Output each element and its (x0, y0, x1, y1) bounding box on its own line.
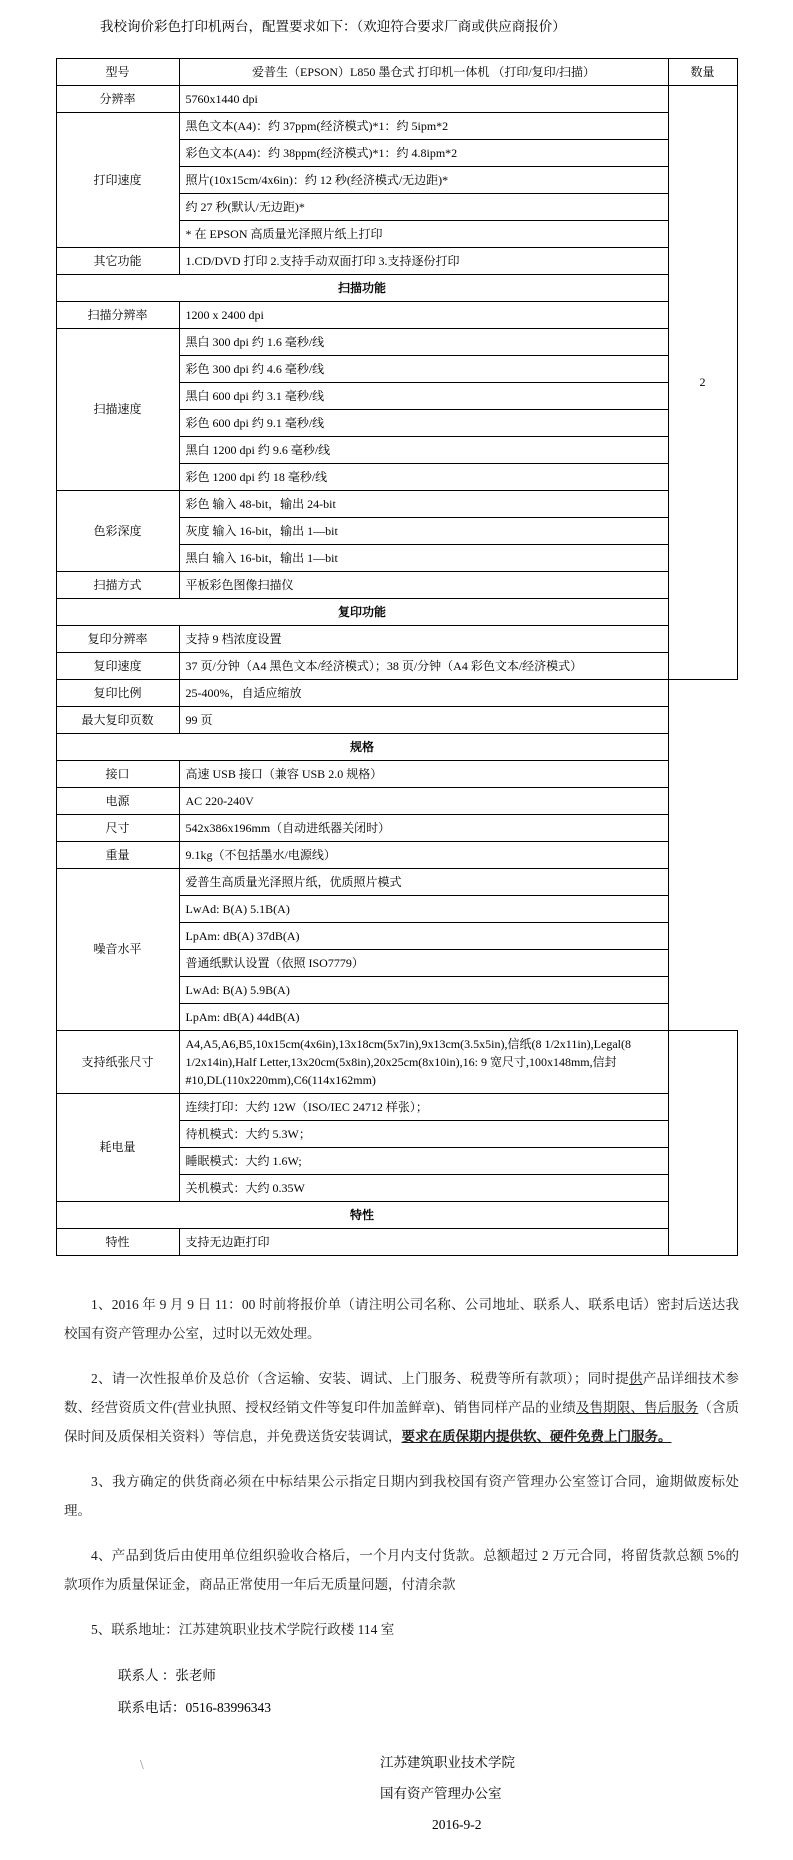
row-label: 其它功能 (56, 247, 179, 274)
signature-organization: 江苏建筑职业技术学院 (380, 1754, 515, 1770)
section-label: 规格 (56, 733, 668, 760)
row-value: 黑白 1200 dpi 约 9.6 毫秒/线 (179, 436, 668, 463)
intro-paragraph (100, 14, 733, 40)
row-value: 5760x1440 dpi (179, 85, 668, 112)
table-row (56, 1228, 737, 1255)
table-row (56, 112, 737, 139)
row-label: 复印分辨率 (56, 625, 179, 652)
row-value: 连续打印：大约 12W（ISO/IEC 24712 样张）； (179, 1093, 668, 1120)
table-header-row (56, 58, 737, 85)
row-value: AC 220-240V (179, 787, 668, 814)
row-label: 扫描方式 (56, 571, 179, 598)
spec-table-body (56, 58, 737, 1255)
row-value: 彩色 600 dpi 约 9.1 毫秒/线 (179, 409, 668, 436)
row-label: 打印速度 (56, 112, 179, 247)
row-value: 彩色文本(A4)：约 38ppm(经济模式)*1：约 4.8ipm*2 (179, 139, 668, 166)
table-row (56, 1093, 737, 1120)
table-section-row (56, 598, 737, 625)
row-value: 25-400%，自适应缩放 (179, 679, 668, 706)
row-label: 最大复印页数 (56, 706, 179, 733)
row-value: 约 27 秒(默认/无边距)* (179, 193, 668, 220)
row-value: 平板彩色图像扫描仪 (179, 571, 668, 598)
row-label: 噪音水平 (56, 868, 179, 1030)
row-label: 复印比例 (56, 679, 179, 706)
row-value: 爱普生高质量光泽照片纸，优质照片模式 (179, 868, 668, 895)
row-value: A4,A5,A6,B5,10x15cm(4x6in),13x18cm(5x7in),9x13cm(3.5x5in),信纸(8 1/2x11in),Legal(8 1/2x14in),Half Letter,13x20cm(5x8in),20x25cm(8x10in),16: 9 宽尺寸,100x148mm,信封#10,DL(110x220mm),C6(114x162mm) (179, 1030, 668, 1093)
row-label: 扫描速度 (56, 328, 179, 490)
row-value: 1.CD/DVD 打印 2.支持手动双面打印 3.支持逐份打印 (179, 247, 668, 274)
contact-block (64, 1660, 739, 1725)
qty-cell: 2 (668, 85, 737, 679)
note2-underline-2: 及售期限、售后服务 (576, 1399, 699, 1415)
row-value: 彩色 300 dpi 约 4.6 毫秒/线 (179, 355, 668, 382)
section-label: 特性 (56, 1201, 668, 1228)
row-label: 色彩深度 (56, 490, 179, 571)
note-item-3: 3、我方确定的供货商必须在中标结果公示指定日期内到我校国有资产管理办公室签订合同，逾期做废标处理。 (64, 1473, 739, 1518)
row-value: 关机模式：大约 0.35W (179, 1174, 668, 1201)
row-label: 尺寸 (56, 814, 179, 841)
row-value: LpAm: dB(A) 44dB(A) (179, 1003, 668, 1030)
note-item-5: 5、联系地址：江苏建筑职业技术学院行政楼 114 室 (91, 1621, 395, 1637)
table-row (56, 247, 737, 274)
row-value: 彩色 1200 dpi 约 18 毫秒/线 (179, 463, 668, 490)
table-section-row (56, 274, 737, 301)
row-value: 542x386x196mm（自动进纸器关闭时） (179, 814, 668, 841)
row-value: 黑白 600 dpi 约 3.1 毫秒/线 (179, 382, 668, 409)
row-value: 黑白 输入 16-bit，输出 1—bit (179, 544, 668, 571)
section-label: 扫描功能 (56, 274, 668, 301)
row-label: 分辨率 (56, 85, 179, 112)
row-label: 扫描分辨率 (56, 301, 179, 328)
note-item-1: 1、2016 年 9 月 9 日 11：00 时前将报价单（请注明公司名称、公司地址、联系人、联系电话）密封后送达我校国有资产管理办公室，过时以无效处理。 (64, 1296, 739, 1341)
table-row (56, 706, 737, 733)
spec-table-container (56, 58, 738, 1256)
specification-table (56, 58, 738, 1256)
table-row (56, 85, 737, 112)
table-row (56, 652, 737, 679)
qty-cell-empty (668, 1030, 737, 1255)
note2-part-a: 2、请一次性报单价及总价（含运输、安装、调试、上门服务、税费等所有款项）；同时提 (91, 1370, 629, 1386)
row-label: 重量 (56, 841, 179, 868)
contact-phone: 联系电话：0516-83996343 (118, 1700, 271, 1716)
note-item-2 (64, 1364, 739, 1451)
section-label: 复印功能 (56, 598, 668, 625)
row-value: 灰度 输入 16-bit，输出 1—bit (179, 517, 668, 544)
table-row (56, 868, 737, 895)
table-row (56, 328, 737, 355)
row-value: 黑白 300 dpi 约 1.6 毫秒/线 (179, 328, 668, 355)
row-value: 37 页/分钟（A4 黑色文本/经济模式）；38 页/分钟（A4 彩色文本/经济模式） (179, 652, 668, 679)
table-row (56, 625, 737, 652)
row-value: LwAd: B(A) 5.9B(A) (179, 976, 668, 1003)
row-value: LpAm: dB(A) 37dB(A) (179, 922, 668, 949)
table-row (56, 787, 737, 814)
header-qty-label: 数量 (668, 58, 737, 85)
table-row (56, 490, 737, 517)
row-value: 99 页 (179, 706, 668, 733)
row-value: 普通纸默认设置（依照 ISO7779） (179, 949, 668, 976)
row-value: 黑色文本(A4)：约 37ppm(经济模式)*1：约 5ipm*2 (179, 112, 668, 139)
table-section-row (56, 733, 737, 760)
table-row (56, 841, 737, 868)
row-label: 接口 (56, 760, 179, 787)
table-row (56, 571, 737, 598)
table-row (56, 760, 737, 787)
row-value: 睡眠模式：大约 1.6W; (179, 1147, 668, 1174)
row-value: 支持无边距打印 (179, 1228, 668, 1255)
table-row (56, 814, 737, 841)
row-value: 照片(10x15cm/4x6in)：约 12 秒(经济模式/无边距)* (179, 166, 668, 193)
row-value: 彩色 输入 48-bit，输出 24-bit (179, 490, 668, 517)
row-label: 特性 (56, 1228, 179, 1255)
row-label: 电源 (56, 787, 179, 814)
table-row (56, 301, 737, 328)
note2-underline-1: 供 (629, 1370, 643, 1386)
row-value: 支持 9 档浓度设置 (179, 625, 668, 652)
note2-part-c: （含质保时间及质保相关资料）等信息，并免费送货安装调试， (64, 1399, 739, 1444)
stray-mark: \ (140, 1756, 144, 1772)
signature-block (0, 1747, 793, 1840)
note2-part-b: 产品详细技术参数、经营资质文件(营业执照、授权经销文件等复印件加盖鲜章)、销售同样产品的业绩 (64, 1370, 740, 1415)
row-value: 高速 USB 接口（兼容 USB 2.0 规格） (179, 760, 668, 787)
table-row (56, 679, 737, 706)
row-value: LwAd: B(A) 5.1B(A) (179, 895, 668, 922)
header-model-value: 爱普生（EPSON）L850 墨仓式 打印机一体机 （打印/复印/扫描） (179, 58, 668, 85)
row-value: * 在 EPSON 高质量光泽照片纸上打印 (179, 220, 668, 247)
row-value: 9.1kg（不包括墨水/电源线） (179, 841, 668, 868)
contact-person: 联系人 ：张老师 (118, 1667, 216, 1683)
table-section-row (56, 1201, 737, 1228)
header-model-label: 型号 (56, 58, 179, 85)
signature-date: 2016-9-2 (432, 1816, 482, 1832)
row-label: 复印速度 (56, 652, 179, 679)
table-row (56, 1030, 737, 1093)
row-label: 支持纸张尺寸 (56, 1030, 179, 1093)
signature-department: 国有资产管理办公室 (380, 1785, 502, 1801)
note2-emphasis: 要求在质保期内提供软、硬件免费上门服务。 (401, 1428, 672, 1444)
note-item-4: 4、产品到货后由使用单位组织验收合格后，一个月内支付货款。总额超过 2 万元合同，将留货款总额 5%的款项作为质量保证金，商品正常使用一年后无质量问题，付清余款 (64, 1547, 739, 1592)
row-label: 耗电量 (56, 1093, 179, 1201)
notes-section (64, 1290, 739, 1644)
row-value: 1200 x 2400 dpi (179, 301, 668, 328)
intro-text: 我校询价彩色打印机两台，配置要求如下：（欢迎符合要求厂商或供应商报价） (100, 19, 566, 34)
row-value: 待机模式：大约 5.3W； (179, 1120, 668, 1147)
